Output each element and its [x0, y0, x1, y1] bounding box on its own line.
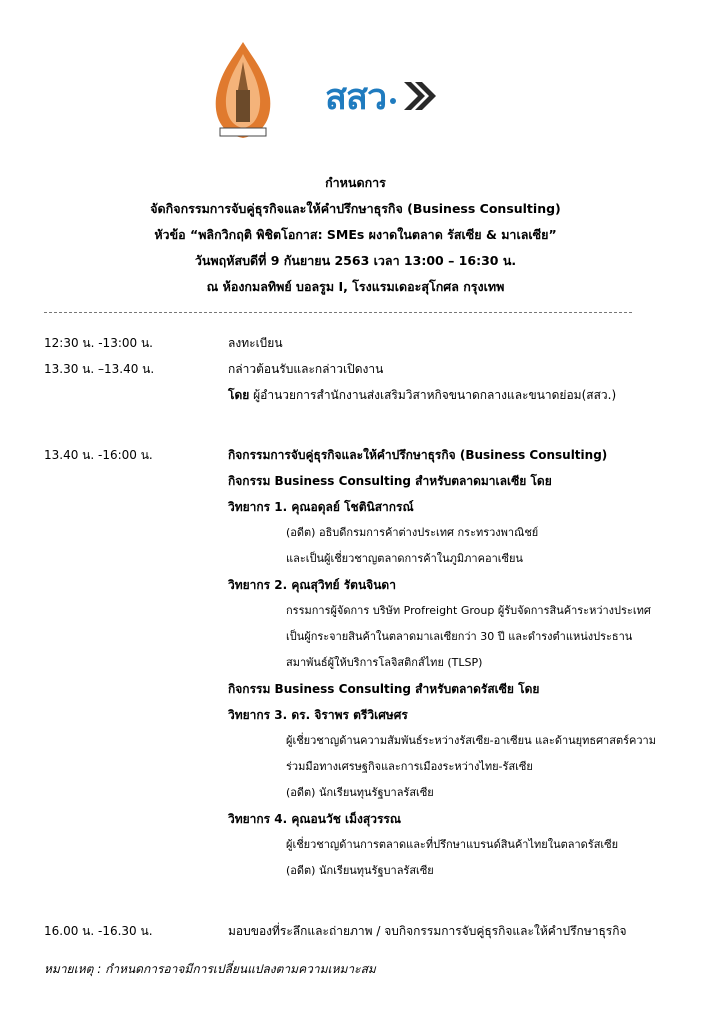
speaker-name: วิทยากร 1. คุณอดุลย์ โชตินิสากรณ์ [228, 500, 414, 514]
by-label: โดย [228, 388, 250, 402]
activity-text: กล่าวต้อนรับและกล่าวเปิดงาน [228, 362, 384, 376]
speaker-name: วิทยากร 3. ดร. จิราพร ตรีวิเศษศร [228, 708, 408, 722]
speaker-detail: เป็นผู้กระจายสินค้าในตลาดมาเลเซียกว่า 30 ปี และดำรงตำแหน่งประธาน [286, 630, 633, 643]
header-title: กำหนดการ [325, 175, 386, 190]
document-header [0, 170, 711, 300]
brand-dot [390, 98, 396, 104]
speaker-detail-row [44, 780, 694, 806]
university-seal-icon [212, 40, 274, 140]
speaker-detail-row [44, 832, 694, 858]
schedule-row [44, 442, 694, 468]
brand-text: สสว [325, 76, 387, 118]
speaker-row [44, 806, 694, 832]
time-label: 12:30 น. -13:00 น. [44, 336, 153, 350]
schedule-row [44, 382, 694, 408]
time-label: 16.00 น. -16.30 น. [44, 924, 153, 938]
activity-text: มอบของที่ระลึกและถ่ายภาพ / จบกิจกรรมการจับคู่ธุรกิจและให้คำปรึกษาธุรกิจ [228, 924, 627, 938]
speaker-detail: (อดีต) นักเรียนทุนรัฐบาลรัสเซีย [286, 786, 434, 799]
speaker-detail-row [44, 520, 694, 546]
chevron-arrows-icon [402, 80, 438, 112]
brand-logo [325, 68, 438, 124]
speaker-detail-row [44, 598, 694, 624]
divider [44, 312, 632, 313]
speaker-detail: ร่วมมือทางเศรษฐกิจและการเมืองระหว่างไทย-รัสเซีย [286, 760, 533, 773]
speaker-row [44, 494, 694, 520]
speaker-detail: กรรมการผู้จัดการ บริษัท Profreight Group ผู้รับจัดการสินค้าระหว่างประเทศ [286, 604, 651, 617]
header-topic: หัวข้อ “พลิกวิกฤติ พิชิตโอกาส: SMEs ผงาดในตลาด รัสเซีย & มาเลเซีย” [154, 227, 557, 242]
activity-text: กิจกรรมการจับคู่ธุรกิจและให้คำปรึกษาธุรกิจ (Business Consulting) [228, 448, 608, 462]
speaker-detail-row [44, 858, 694, 884]
by-text: ผู้อำนวยการสำนักงานส่งเสริมวิสาหกิจขนาดกลางและขนาดย่อม(สสว.) [249, 388, 617, 402]
speaker-detail: (อดีต) อธิบดีกรมการค้าต่างประเทศ กระทรวงพาณิชย์ [286, 526, 539, 539]
schedule-row [44, 676, 694, 702]
speaker-detail-row [44, 624, 694, 650]
logos-area [0, 40, 711, 150]
speaker-detail-row [44, 728, 694, 754]
speaker-name: วิทยากร 4. คุณอนวัช เม็งสุวรรณ [228, 812, 401, 826]
speaker-detail: และเป็นผู้เชี่ยวชาญตลาดการค้าในภูมิภาคอาเซียน [286, 552, 523, 565]
schedule-row [44, 356, 694, 382]
spacer [44, 884, 694, 918]
speaker-row [44, 702, 694, 728]
speaker-detail: (อดีต) นักเรียนทุนรัฐบาลรัสเซีย [286, 864, 434, 877]
speaker-detail: ผู้เชี่ยวชาญด้านความสัมพันธ์ระหว่างรัสเซีย-อาเซียน และด้านยุทธศาสตร์ความ [286, 734, 656, 747]
schedule-row [44, 468, 694, 494]
sub-activity: กิจกรรม Business Consulting สำหรับตลาดมาเลเซีย โดย [228, 474, 552, 488]
speaker-name: วิทยากร 2. คุณสุวิทย์ รัตนจินดา [228, 578, 396, 592]
schedule-row [44, 918, 694, 944]
time-label: 13.30 น. –13.40 น. [44, 362, 155, 376]
schedule [44, 330, 694, 944]
time-label: 13.40 น. -16:00 น. [44, 448, 153, 462]
speaker-detail: ผู้เชี่ยวชาญด้านการตลาดและที่ปรึกษาแบรนด์สินค้าไทยในตลาดรัสเซีย [286, 838, 619, 851]
activity-by [228, 382, 616, 408]
activity-text: ลงทะเบียน [228, 336, 283, 350]
header-date: วันพฤหัสบดีที่ 9 กันยายน 2563 เวลา 13:00 – 16:30 น. [194, 253, 517, 268]
speaker-row [44, 572, 694, 598]
speaker-detail-row [44, 650, 694, 676]
schedule-row [44, 330, 694, 356]
header-venue: ณ ห้องกมลทิพย์ บอลรูม I, โรงแรมเดอะสุโกศล กรุงเทพ [206, 279, 505, 294]
speaker-detail: สมาพันธ์ผู้ให้บริการโลจิสติกส์ไทย (TLSP) [286, 656, 483, 669]
header-event: จัดกิจกรรมการจับคู่ธุรกิจและให้คำปรึกษาธุรกิจ (Business Consulting) [150, 201, 561, 216]
sub-activity: กิจกรรม Business Consulting สำหรับตลาดรัสเซีย โดย [228, 682, 540, 696]
speaker-detail-row [44, 546, 694, 572]
footnote: หมายเหตุ : กำหนดการอาจมีการเปลี่ยนแปลงตามความเหมาะสม [44, 962, 376, 976]
spacer [44, 408, 694, 442]
speaker-detail-row [44, 754, 694, 780]
